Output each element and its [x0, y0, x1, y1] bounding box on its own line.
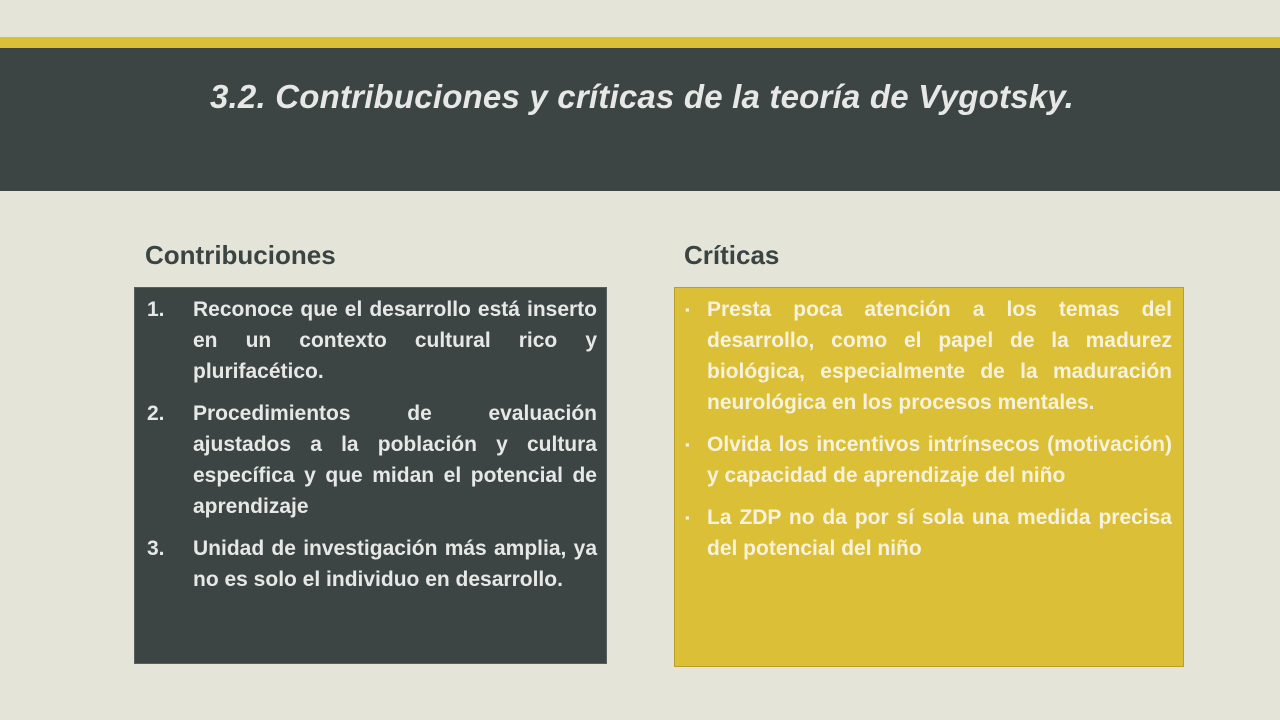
title-band	[0, 48, 1280, 191]
criticisms-list	[685, 294, 1172, 564]
item-number: 3.	[147, 537, 165, 560]
contribution-text: Procedimientos de evaluación ajustados a la población y cultura específica y que midan el potencial de aprendizaje	[193, 402, 597, 518]
contributions-box	[134, 287, 607, 664]
contribution-text: Reconoce que el desarrollo está inserto en un contexto cultural rico y plurifacético.	[193, 298, 597, 383]
criticism-text: Olvida los incentivos intrínsecos (motivación) y capacidad de aprendizaje del niño	[707, 433, 1172, 487]
square-bullet-icon: ▪	[685, 302, 690, 317]
slide-title: 3.2. Contribuciones y críticas de la teoría de Vygotsky.	[210, 78, 1075, 115]
criticism-text: La ZDP no da por sí sola una medida precisa del potencial del niño	[707, 506, 1172, 560]
contributions-list	[147, 294, 597, 595]
criticisms-box	[674, 287, 1184, 667]
criticisms-heading: Críticas	[684, 240, 780, 270]
criticism-item	[685, 429, 1172, 491]
criticism-item	[685, 294, 1172, 418]
contribution-item	[147, 294, 597, 387]
contributions-heading: Contribuciones	[145, 240, 336, 270]
item-number: 2.	[147, 402, 165, 425]
criticism-text: Presta poca atención a los temas del desarrollo, como el papel de la madurez biológica, especialmente de la maduración neurológica en los procesos mentales.	[707, 298, 1172, 414]
contribution-text: Unidad de investigación más amplia, ya no es solo el individuo en desarrollo.	[193, 537, 597, 591]
contribution-item	[147, 533, 597, 595]
contribution-item	[147, 398, 597, 522]
accent-bar	[0, 37, 1280, 48]
square-bullet-icon: ▪	[685, 510, 690, 525]
criticism-item	[685, 502, 1172, 564]
item-number: 1.	[147, 298, 165, 321]
square-bullet-icon: ▪	[685, 437, 690, 452]
